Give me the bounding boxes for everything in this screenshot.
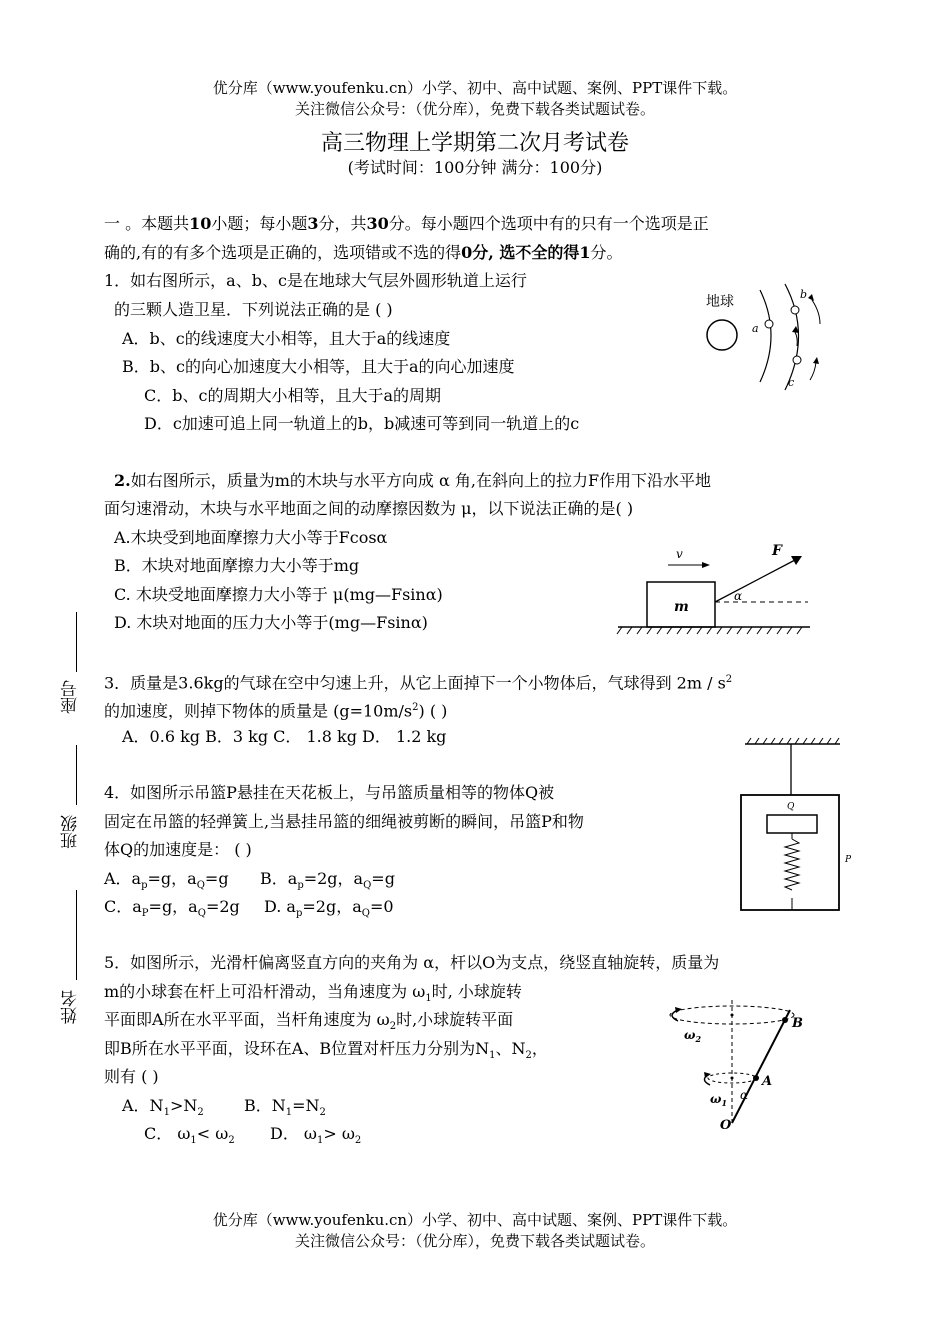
header-line-1: 优分库（www.youfenku.cn）小学、初中、高中试题、案例、PPT课件下载。 xyxy=(212,79,738,97)
spring xyxy=(785,839,799,890)
margin-class-label: 班级 xyxy=(61,815,81,849)
omega2-label: $\omega_2$ xyxy=(684,1028,702,1044)
q5-option-a: A．$N_1>N_2$ xyxy=(122,1096,204,1119)
q4-stem-2: 固定在吊篮的轻弹簧上,当悬挂吊篮的细绳被剪断的瞬间，吊篮P和物 xyxy=(104,812,584,831)
label-a: A xyxy=(762,1074,773,1089)
q3-stem-1: 3．质量是3.6kg的气球在空中匀速上升，从它上面掉下一个小物体后，气球得到 $2m / s^2$ xyxy=(104,673,733,693)
satellite-a xyxy=(765,320,773,328)
q2-stem-2: 面匀速滑动，木块与水平地面之间的动摩擦因数为 μ，以下说法正确的是( ) xyxy=(104,499,634,518)
q5-option-c: C． $\omega_1< \omega_2$ xyxy=(144,1124,235,1147)
earth-label: 地球 xyxy=(706,294,734,310)
q4-basket-figure xyxy=(735,735,860,915)
force-label: F xyxy=(772,543,782,559)
q5-rod-figure xyxy=(660,995,820,1135)
q1-stem-2: 的三颗人造卫星．下列说法正确的是 ( ) xyxy=(114,300,393,319)
q1-option-b: B．b、c的向心加速度大小相等，且大于a的向心加速度 xyxy=(122,357,515,376)
q5-stem-1: 5．如图所示，光滑杆偏离竖直方向的夹角为 α，杆以O为支点，绕竖直轴旋转，质量为 xyxy=(104,953,720,972)
ball-a xyxy=(753,1075,759,1081)
q4-option-a: A．$a_p=g$，$a_Q=g$ xyxy=(104,869,229,892)
q5-option-d: D． $\omega_1> \omega_2$ xyxy=(270,1124,362,1147)
omega1-label: $\omega_1$ xyxy=(710,1092,728,1108)
angle-label: α xyxy=(734,589,743,603)
q2-option-d: D. 木块对地面的压力大小等于(mg—Fsinα) xyxy=(114,613,428,632)
q2-stem-1: 2.如右图所示，质量为m的木块与水平方向成 α 角,在斜向上的拉力F作用下沿水平地 xyxy=(114,471,712,490)
arrow-a xyxy=(795,332,797,346)
exam-title: 高三物理上学期第二次月考试卷 xyxy=(320,131,629,156)
q4-option-c: C．$a_P=g$，$a_Q=2g$ xyxy=(104,897,240,920)
q1-option-a: A．b、c的线速度大小相等，且大于a的线速度 xyxy=(122,329,451,348)
q2-block-figure xyxy=(610,540,815,640)
satellite-c xyxy=(793,356,801,364)
footer-line-2: 关注微信公众号：（优分库），免费下载各类试题试卷。 xyxy=(294,1232,655,1250)
q2-option-b: B．木块对地面摩擦力大小等于mg xyxy=(114,556,360,575)
rod xyxy=(732,1010,790,1123)
ground-hatch xyxy=(617,627,802,634)
seat-line xyxy=(76,612,77,672)
q2-option-c: C. 木块受地面摩擦力大小等于 μ(mg—Fsinα) xyxy=(114,585,443,604)
margin-name-label: 姓名 xyxy=(61,990,81,1024)
label-c: c xyxy=(788,376,795,389)
q4-stem-3: 体Q的加速度是： ( ) xyxy=(104,840,252,859)
q-label: Q xyxy=(787,802,795,812)
footer-line-1: 优分库（www.youfenku.cn）小学、初中、高中试题、案例、PPT课件下载。 xyxy=(212,1211,738,1229)
p-label: P xyxy=(845,855,852,865)
q4-stem-1: 4．如图所示吊篮P悬挂在天花板上，与吊篮质量相等的物体Q被 xyxy=(104,783,555,802)
basket-p xyxy=(741,795,839,910)
q5-stem-2: m的小球套在杆上可沿杆滑动，当角速度为 $\omega_1$时, 小球旋转 xyxy=(104,982,522,1005)
label-alpha: α xyxy=(740,1088,749,1102)
mass-label: m xyxy=(674,599,689,615)
section-intro-line-1: 一 。本题共10小题；每小题3分，共30分。每小题四个选项中有的只有一个选项是正 xyxy=(104,214,709,233)
q1-satellite-figure xyxy=(700,280,840,400)
q3-options: A．0.6 kg B．3 kg C． 1.8 kg D． 1.2 kg xyxy=(122,727,447,746)
object-q xyxy=(767,815,817,833)
q1-stem-1: 1．如右图所示，a、b、c是在地球大气层外圆形轨道上运行 xyxy=(104,271,527,290)
force-arrow xyxy=(715,560,795,602)
q4-option-b: B．$a_p=2g$，$a_Q=g$ xyxy=(260,869,395,892)
exam-subtitle: (考试时间：100分钟 满分：100分) xyxy=(347,158,603,177)
margin-seat-label: 座号 xyxy=(61,680,81,714)
velocity-label: v xyxy=(676,547,683,561)
label-o: O xyxy=(720,1118,732,1133)
label-a: a xyxy=(752,322,759,335)
q3-stem-2: 的加速度，则掉下物体的质量是 $(g=10m/s^2)$ ( ) xyxy=(104,701,448,721)
label-b: B xyxy=(792,1016,803,1031)
header-line-2: 关注微信公众号：（优分库），免费下载各类试题试卷。 xyxy=(294,100,655,118)
name-line xyxy=(76,890,77,980)
label-b: b xyxy=(800,288,808,301)
class-line xyxy=(76,745,77,805)
orbit-a xyxy=(760,290,771,382)
ceiling-hatch xyxy=(747,738,839,744)
q1-option-c: C．b、c的周期大小相等，且大于a的周期 xyxy=(144,386,441,405)
section-intro-line-2: 确的,有的有多个选项是正确的，选项错或不选的得0分, 选不全的得1分。 xyxy=(104,243,623,262)
satellite-b xyxy=(791,306,799,314)
arrow-b xyxy=(812,300,820,324)
q5-stem-5: 则有 ( ) xyxy=(104,1067,159,1086)
q1-option-d: D．c加速可追上同一轨道上的b，b减速可等到同一轨道上的c xyxy=(144,414,580,433)
q5-stem-3: 平面即A所在水平平面，当杆角速度为 $\omega_2$时,小球旋转平面 xyxy=(104,1010,514,1033)
q5-stem-4: 即B所在水平平面，设环在A、B位置对杆压力分别为$N_1$、$N_2$， xyxy=(104,1039,548,1062)
ball-b xyxy=(782,1017,788,1023)
q5-option-b: B．$N_1=N_2$ xyxy=(244,1096,326,1119)
earth-circle xyxy=(707,320,737,350)
q4-option-d: D. $a_p=2g$，$a_Q=0$ xyxy=(264,897,394,920)
q2-option-a: A.木块受到地面摩擦力大小等于Fcosα xyxy=(114,528,388,547)
arrow-c xyxy=(810,362,816,380)
